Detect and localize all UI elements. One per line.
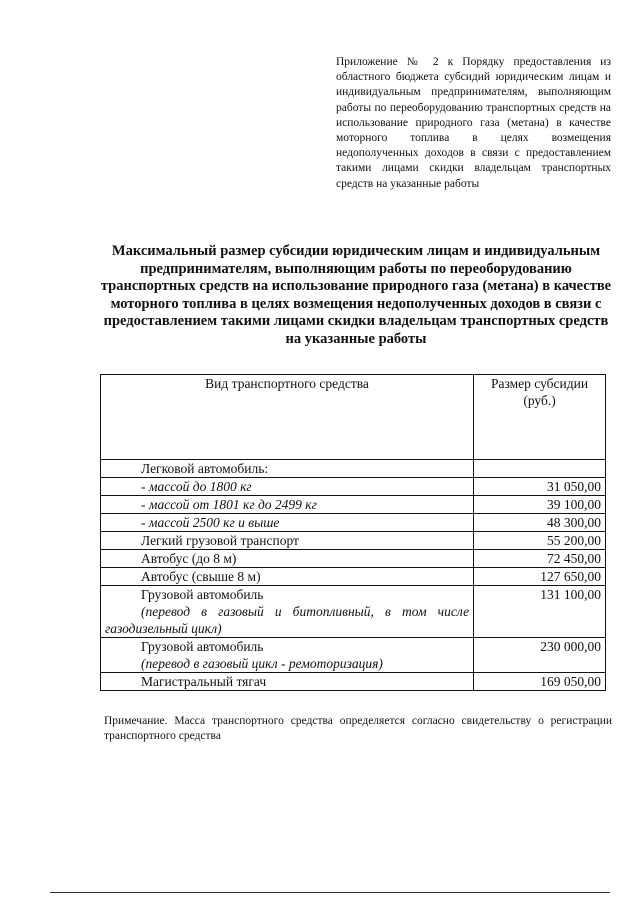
row-label-cell [101,568,474,586]
table-row [101,638,606,673]
row-label: - массой 2500 кг и выше [141,515,280,530]
row-label-cell [101,550,474,568]
row-label-cell [101,496,474,514]
subsidy-table [100,374,606,691]
row-label-cell [101,638,474,673]
table-row [101,673,606,691]
row-amount: 72 450,00 [474,550,606,568]
row-amount: 55 200,00 [474,532,606,550]
row-label: Легковой автомобиль: [141,461,269,476]
row-amount: 169 050,00 [474,673,606,691]
row-label: Грузовой автомобиль [141,639,264,654]
appendix-reference: Приложение № 2 к Порядку предоставления из областного бюджета субсидий юридическим лицам и индивидуальным предпринимателям, выполняющим работы по переоборудованию транспортных средств на использование природного газа (метана) в качестве моторного топлива в целях возмещения недополученных доходов в связи с предоставлением такими лицами скидки владельцам транспортных средств на указанные работы [336,56,611,190]
row-amount: 230 000,00 [474,638,606,673]
footnote: Примечание. Масса транспортного средства определяется согласно свидетельству о регистрации транспортного средства [104,715,612,742]
row-amount: 127 650,00 [474,568,606,586]
row-label-cell [101,586,474,638]
document-title: Максимальный размер субсидии юридическим лицам и индивидуальным предпринимателям, выполняющим работы по переоборудованию транспортных средств на использование природного газа (метана) в качестве моторного топлива в целях возмещения недополученных доходов в связи с предоставлением такими лицами скидки владельцам транспортных средств на указанные работы [100,243,612,347]
row-amount: 31 050,00 [474,478,606,496]
row-amount: 48 300,00 [474,514,606,532]
row-note: (перевод в газовый цикл - ремоторизация) [141,656,383,671]
table-row [101,586,606,638]
row-label-cell [101,460,474,478]
table-row [101,550,606,568]
table-row [101,460,606,478]
bottom-rule [50,892,610,893]
row-label-cell [101,673,474,691]
row-label-cell [101,532,474,550]
row-label: - массой от 1801 кг до 2499 кг [141,497,317,512]
row-label: Грузовой автомобиль [141,587,264,602]
table-row [101,514,606,532]
table-header-row [101,375,606,460]
table-row [101,478,606,496]
header-subsidy-amount: Размер субсидии (руб.) [474,375,606,460]
row-label-cell [101,514,474,532]
row-label: - массой до 1800 кг [141,479,252,494]
table-row [101,532,606,550]
row-note: (перевод в газовый и битопливный, в том числе газодизельный цикл) [105,604,470,636]
row-label: Автобус (до 8 м) [141,551,237,566]
row-amount: 39 100,00 [474,496,606,514]
row-label: Легкий грузовой транспорт [141,533,299,548]
row-label: Автобус (свыше 8 м) [141,569,261,584]
row-label: Магистральный тягач [141,674,267,689]
table-row [101,496,606,514]
row-amount: 131 100,00 [474,586,606,638]
header-vehicle-type: Вид транспортного средства [101,375,474,460]
row-label-cell [101,478,474,496]
row-amount [474,460,606,478]
table-row [101,568,606,586]
